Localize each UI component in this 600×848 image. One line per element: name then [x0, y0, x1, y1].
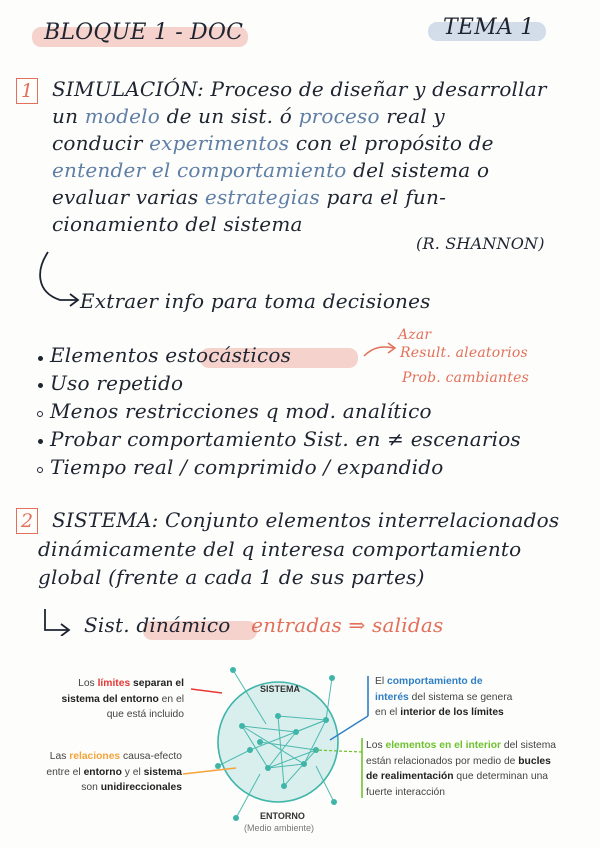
term-comportamiento: entender el comportamiento: [52, 158, 347, 182]
bullet-circle: [37, 411, 43, 417]
bullet-dot: [38, 383, 43, 388]
definition-line-1: SIMULACIÓN: Proceso de diseñar y desarrollar: [52, 77, 547, 101]
bullet-1: Elementos estocásticos: [50, 343, 292, 367]
header-left-title: BLOQUE 1 - DOC: [44, 20, 244, 45]
definition-line-3: conducir experimentos con el propósito de: [52, 131, 494, 155]
bullet-2: Uso repetido: [50, 371, 184, 395]
section-1-number: 1: [16, 78, 38, 104]
header-right-title: TEMA 1: [443, 15, 535, 40]
double-arrow-icon: ⇒: [348, 613, 366, 637]
bullet-4: Probar comportamiento Sist. en ≠ escenarios: [50, 427, 521, 451]
sist-dinamico-line: Sist. dinámico entradas ⇒ salidas: [84, 613, 444, 637]
term-experimentos: experimentos: [149, 131, 290, 155]
sistema-line-2: dinámicamente del q interesa comportamiento: [38, 537, 522, 561]
caption-behavior: El comportamiento de interés del sistema se genera en el interior de los límites: [375, 676, 513, 718]
term-estocasticos: estocásticos: [165, 343, 292, 367]
side-note-3: Prob. cambiantes: [402, 370, 529, 386]
definition-line-4: entender el comportamiento del sistema o: [52, 158, 490, 182]
term-modelo: modelo: [84, 104, 161, 128]
bullet-5: Tiempo real / comprimido / expandido: [50, 455, 444, 479]
sistema-line-1: SISTEMA: Conjunto elementos interrelacionados: [52, 508, 560, 532]
bullet-dot: [38, 439, 43, 444]
term-salidas: salidas: [372, 613, 444, 637]
term-estrategias: estrategias: [204, 185, 320, 209]
curved-arrow-icon: [34, 248, 82, 310]
arrow-extraer: Extraer info para toma decisiones: [80, 289, 431, 313]
definition-line-5: evaluar varias estrategias para el fun-: [52, 185, 447, 209]
term-entradas: entradas: [251, 613, 342, 637]
sistema-line-3: global (frente a cada 1 de sus partes): [38, 565, 425, 589]
diagram-environment-sub: (Medio ambiente): [244, 823, 315, 833]
diagram-system-label: SISTEMA: [260, 684, 301, 694]
bullet-dot: [38, 356, 43, 361]
bullet-3: Menos restricciones q mod. analítico: [50, 399, 432, 423]
term-dinamico: dinámico: [136, 613, 231, 637]
side-note-arrow-icon: [360, 338, 400, 362]
definition-line-6: cionamiento del sistema: [52, 212, 303, 236]
system-diagram: [28, 656, 580, 842]
citation: (R. SHANNON): [416, 234, 545, 253]
definition-line-2: un modelo de un sist. ó proceso real y: [52, 104, 445, 128]
term-proceso: proceso: [298, 104, 380, 128]
bullet-circle: [37, 467, 43, 473]
corner-arrow-icon: [40, 606, 76, 636]
caption-limits: Los límites separan el sistema del entorno en el que está incluido: [61, 678, 184, 720]
side-note-1: Azar: [398, 327, 432, 343]
caption-relations: Las relaciones causa-efecto entre el entorno y el sistema son unidireccionales: [46, 751, 182, 793]
side-note-2: Result. aleatorios: [400, 345, 528, 361]
section-2-number: 2: [16, 508, 38, 534]
caption-elements: Los elementos en el interior del sistema están relacionados por medio de bucles de realimentación que determinan una fuerte interacción: [366, 740, 557, 798]
diagram-environment-label: ENTORNO: [260, 811, 305, 821]
